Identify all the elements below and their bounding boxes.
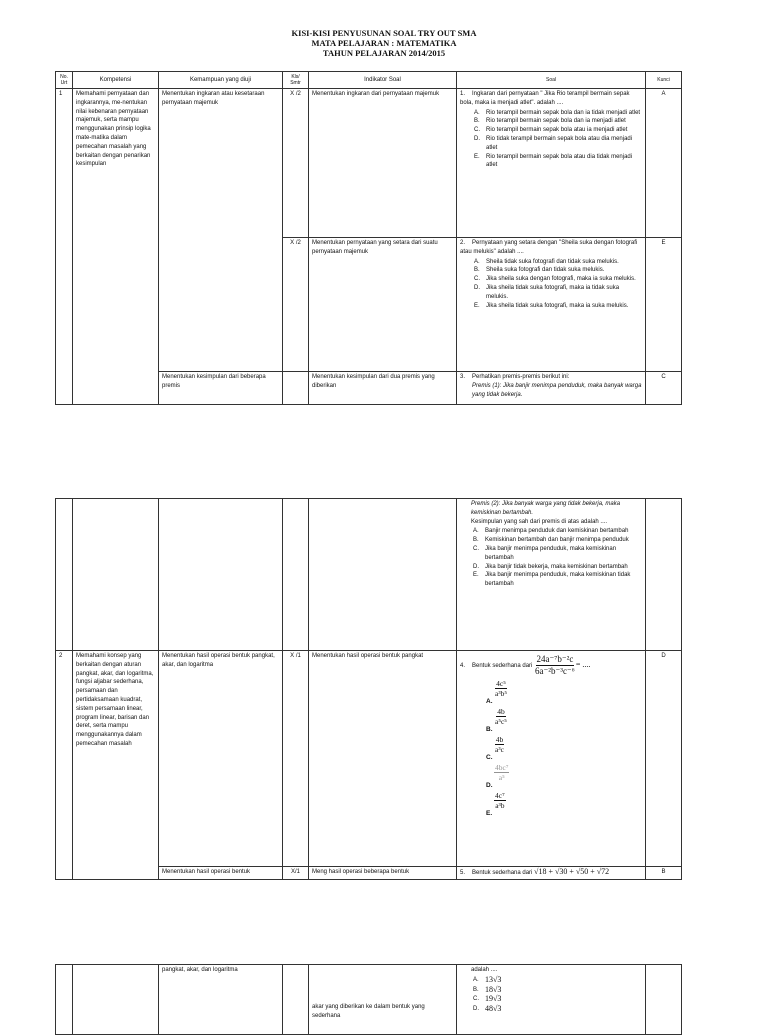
premis-1: Premis (1): Jika banjir menimpa penduduk, maka banyak warga yang tidak bekerja. — [472, 382, 642, 398]
question-number: 2. — [460, 240, 466, 246]
options-list — [460, 109, 642, 171]
option-item: $\frac{\text{4bc⁷}}{\text{a⁵}}$ D. — [486, 763, 509, 789]
kisi-table-page-2 — [55, 498, 682, 880]
kunci-cell: C — [646, 372, 682, 405]
option-item: C. Jika banjir menimpa penduduk, maka kemiskinan bertambah — [473, 545, 617, 561]
soal-cell-q3 — [457, 372, 646, 405]
kelas-cell: X /2 — [283, 89, 309, 238]
option-item: D. Rio tidak terampil bermain sepak bola atau dia menjadi atlet — [474, 135, 633, 151]
premis-2: Premis (2): Jika banyak warga yang tidak bekerja, maka kemiskinan bertambah. — [471, 501, 621, 516]
question-text: adalah .... — [471, 967, 498, 973]
option-item: A. Rio terampil bermain sepak bola dan ia tidak menjadi atlet — [474, 109, 641, 116]
indikator-cell-continued: akar yang diberikan ke dalam bentuk yang sederhana — [309, 965, 457, 1035]
question-number: 3. — [460, 374, 466, 380]
kompetensi-cell: Memahami konsep yang berkaitan dengan aturan pangkat, akar, dan logaritma, fungsi aljabar sederhana, persamaan dan pertidaksamaan kuadrat, sistem persamaan linear, program linear, barisan dan deret, serta mampu menggunakannya dalam pemecahan masalah — [73, 651, 159, 880]
option-item: B. Sheila suka fotografi dan tidak suka melukis. — [474, 267, 605, 274]
kunci-cell: E — [646, 238, 682, 372]
col-header-kunci: Kunci — [646, 72, 682, 89]
question-stem: Perhatikan premis-premis berikut ini: — [472, 374, 570, 380]
indikator-cell: Meng hasil operasi beberapa bentuk — [309, 867, 457, 880]
option-item: $\frac{\text{4c⁵}}{\text{a³b⁵}}$ A. — [486, 679, 507, 705]
col-header-kelas: Kls/ Smtr — [283, 72, 309, 89]
option-item: B. Kemiskinan bertambah dan banjir menimpa penduduk — [473, 537, 629, 544]
kemampuan-cell: Menentukan ingkaran atau kesetaraan pernyataan majemuk — [159, 89, 283, 372]
option-item: A. Banjir menimpa penduduk dan kemiskinan bertambah — [473, 528, 629, 535]
col-header-no: No. Urt — [56, 72, 73, 89]
kunci-cell: D — [646, 651, 682, 867]
option-item: A. 13√3 — [473, 974, 502, 984]
kunci-cell: A — [646, 89, 682, 238]
option-item: $\frac{\text{4c⁷}}{\text{a³b}}$ E. — [486, 791, 505, 817]
kemampuan-cell-continued: pangkat, akar, dan logaritma — [159, 965, 283, 1035]
kemampuan-cell: Menentukan kesimpulan dari beberapa premis — [159, 372, 283, 405]
row-number: 1 — [56, 89, 73, 405]
option-item: B. Rio terampil bermain sepak bola dan ia menjadi atlet — [474, 118, 626, 125]
col-header-soal: Soal — [457, 72, 646, 89]
soal-cell-q1 — [457, 89, 646, 238]
indikator-cell: Menentukan kesimpulan dari dua premis yang diberikan — [309, 372, 457, 405]
table-row — [56, 89, 682, 238]
question-text: Kesimpulan yang sah dari premis di atas adalah .... — [471, 518, 608, 525]
soal-cell-q5-continued — [457, 965, 646, 1035]
kunci-cell: B — [646, 867, 682, 880]
header-year: TAHUN PELAJARAN 2014/2015 — [322, 48, 446, 58]
indikator-cell: Menentukan pernyataan yang setara dari suatu pernyataan majemuk — [309, 238, 457, 372]
option-item: $\frac{4b}{\text{a⁵c⁵}}$ B. — [486, 707, 507, 733]
kisi-table-page-1 — [55, 71, 682, 405]
question-stem: Pernyataan yang setara dengan "Sheila suka dengan fotografi atau melukis" adalah .... — [460, 240, 638, 255]
option-item: $\frac{4b}{\text{a³c}}$ C. — [486, 735, 504, 761]
header-subject: MATA PELAJARAN : MATEMATIKA — [311, 38, 457, 48]
option-item: C. Jika sheila suka dengan fotografi, maka ia suka melukis. — [474, 276, 636, 283]
table-header-row — [56, 72, 682, 89]
options-list — [460, 258, 642, 311]
option-item: A. Sheila tidak suka fotografi dan tidak suka melukis. — [474, 258, 619, 265]
options-list — [460, 677, 642, 817]
question-stem: Bentuk sederhana dari — [472, 663, 533, 670]
kelas-cell: X/1 — [283, 867, 309, 880]
soal-cell-q5 — [457, 867, 646, 880]
table-row — [56, 965, 682, 1035]
kelas-cell — [283, 372, 309, 405]
soal-cell-q2 — [457, 238, 646, 372]
option-item: D. 48√3 — [473, 1004, 502, 1014]
kisi-table-page-3 — [55, 964, 682, 1035]
document-header — [0, 28, 768, 58]
question-number: 1. — [460, 91, 466, 97]
option-item: E. Jika sheila tidak suka fotografi, maka ia suka melukis. — [474, 302, 629, 309]
question-number: 4. — [460, 663, 466, 670]
col-header-kompetensi: Kompetensi — [73, 72, 159, 89]
question-stem: Ingkaran dari pernyataan " Jika Rio terampil bermain sepak bola, maka ia menjadi atlet". adalah .... — [460, 91, 630, 106]
table-row — [56, 651, 682, 867]
option-item: B. 18√3 — [473, 984, 502, 994]
kompetensi-cell: Memahami pernyataan dan ingkarannya, me-nentukan nilai kebenaran pernyataan majemuk, serta mampu menggunakan prinsip logika mate-matika dalam pemecahan masalah yang berkaitan dengan penarikan kesimpulan — [73, 89, 159, 405]
indikator-cell: Menentukan hasil operasi bentuk pangkat — [309, 651, 457, 867]
row-number: 2 — [56, 651, 73, 880]
table-row — [56, 499, 682, 651]
option-item: E. Jika banjir menimpa penduduk, maka kemiskinan tidak bertambah — [473, 572, 631, 588]
option-item: D. Jika banjir tidak bekerja, maka kemiskinan bertambah — [473, 563, 628, 570]
soal-cell-q4 — [457, 651, 646, 867]
option-item: C. 19√3 — [473, 994, 502, 1004]
option-item: D. Jika sheila tidak suka fotografi, maka ia tidak suka melukis. — [474, 284, 620, 300]
expression-fraction: $\frac{\text{24a⁻⁷b⁻²c}}{\text{6a⁻²b⁻³c⁻⁶}}$ — [535, 654, 575, 676]
option-item: C. Rio terampil bermain sepak bola atau ia menjadi atlet — [474, 127, 628, 134]
expression-tail: = .... — [575, 660, 591, 670]
option-item: E. Rio terampil bermain sepak bola atau dia tidak menjadi atlet — [474, 153, 633, 169]
question-stem: Bentuk sederhana dari — [472, 870, 533, 876]
expression-roots: √18 + √30 + √50 + √72 — [534, 867, 610, 876]
question-number: 5. — [460, 870, 466, 876]
col-header-kemampuan: Kemampuan yang diuji — [159, 72, 283, 89]
soal-cell-q3-continued — [457, 499, 646, 651]
kelas-cell: X /1 — [283, 651, 309, 867]
kemampuan-cell: Menentukan hasil operasi bentuk — [159, 867, 283, 880]
indikator-cell: Menentukan ingkaran dari pernyataan majemuk — [309, 89, 457, 238]
kelas-cell: X /2 — [283, 238, 309, 372]
col-header-indikator: Indikator Soal — [309, 72, 457, 89]
kemampuan-cell: Menentukan hasil operasi bentuk pangkat, akar, dan logaritma — [159, 651, 283, 867]
header-title: KISI-KISI PENYUSUNAN SOAL TRY OUT SMA — [291, 28, 477, 38]
options-list — [459, 976, 642, 1015]
options-list — [459, 527, 642, 589]
